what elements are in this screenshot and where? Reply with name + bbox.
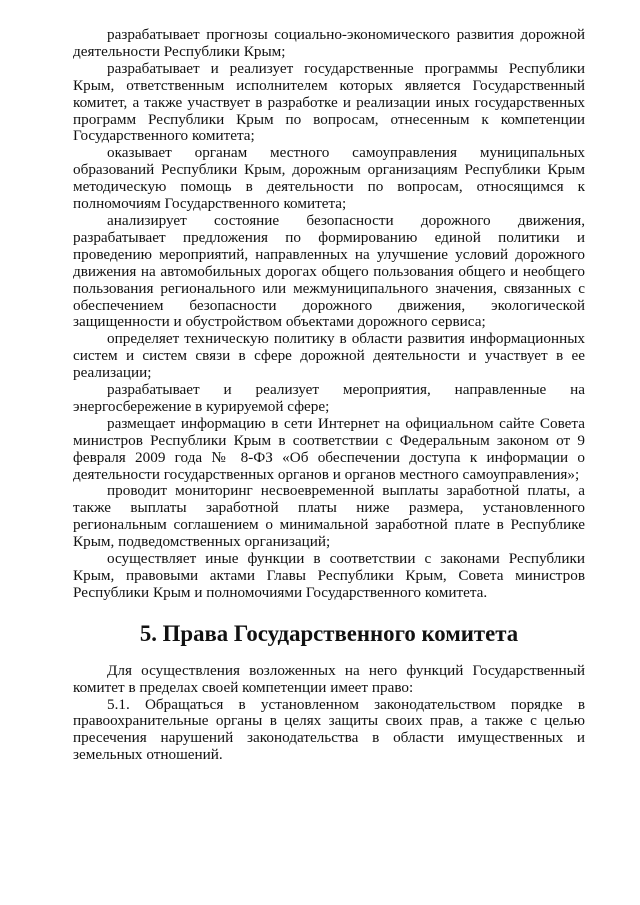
paragraph-energy-saving: разрабатывает и реализует мероприятия, направленные на энергосбережение в курируемой сфере; (73, 381, 585, 415)
section-intro: Для осуществления возложенных на него функций Государственный комитет в пределах своей компетенции имеет право: (73, 661, 585, 696)
paragraph-other-functions: осуществляет иные функции в соответствии с законами Республики Крым, правовыми актами Главы Республики Крым, Совета министров Республики Крым и полномочиями Государственного комитета. (73, 550, 585, 601)
document-body (73, 27, 585, 764)
paragraph-state-programs: разрабатывает и реализует государственные программы Республики Крым, ответственным исполнителем которых является Государственный комитет, а также участвует в разработке и реализации иных государственных программ Республики Крым по вопросам, отнесенным к компетенции Государственного комитета; (73, 59, 585, 145)
section-heading: 5. Права Государственного комитета (139, 620, 519, 646)
paragraph-road-safety: анализирует состояние безопасности дорожного движения, разрабатывает предложения по формированию единой политики и проведению мероприятий, направленных на улучшение условий дорожного движения на автомобильных дорогах общего пользования общего и необщего пользования регионального или межмуниципального значения, связанных с обеспечением безопасности дорожного движения, экологической защищенности и обустройством объектами дорожного сервиса; (73, 211, 585, 331)
paragraph-forecasts: разрабатывает прогнозы социально-экономического развития дорожной деятельности Республики Крым; (73, 26, 585, 60)
paragraph-methodical-help: оказывает органам местного самоуправления муниципальных образований Республики Крым, дорожным организациям Республики Крым методическую помощь в деятельности по вопросам, относящимся к полномочиям Государственного комитета; (73, 144, 585, 213)
paragraph-technical-policy: определяет техническую политику в области развития информационных систем и систем связи в сфере дорожной деятельности и участвует в ее реализации; (73, 330, 585, 382)
paragraph-internet-info: размещает информацию в сети Интернет на официальном сайте Совета министров Республики Крым в соответствии с Федеральным законом от 9 февраля 2009 года № 8-ФЗ «Об обеспечении доступа к информации о деятельности государственных органов и органов местного самоуправления»; (73, 414, 585, 483)
paragraph-wage-monitoring: проводит мониторинг несвоевременной выплаты заработной платы, а также выплаты заработной платы ниже размера, установленного региональным соглашением о минимальной заработной плате в Республике Крым, подведомственных организаций; (73, 482, 585, 551)
clause-5-1: 5.1. Обращаться в установленном законодательством порядке в правоохранительные органы в целях защиты своих прав, а также с целью пресечения нарушений законодательства в области имущественных и земельных отношений. (73, 695, 585, 764)
